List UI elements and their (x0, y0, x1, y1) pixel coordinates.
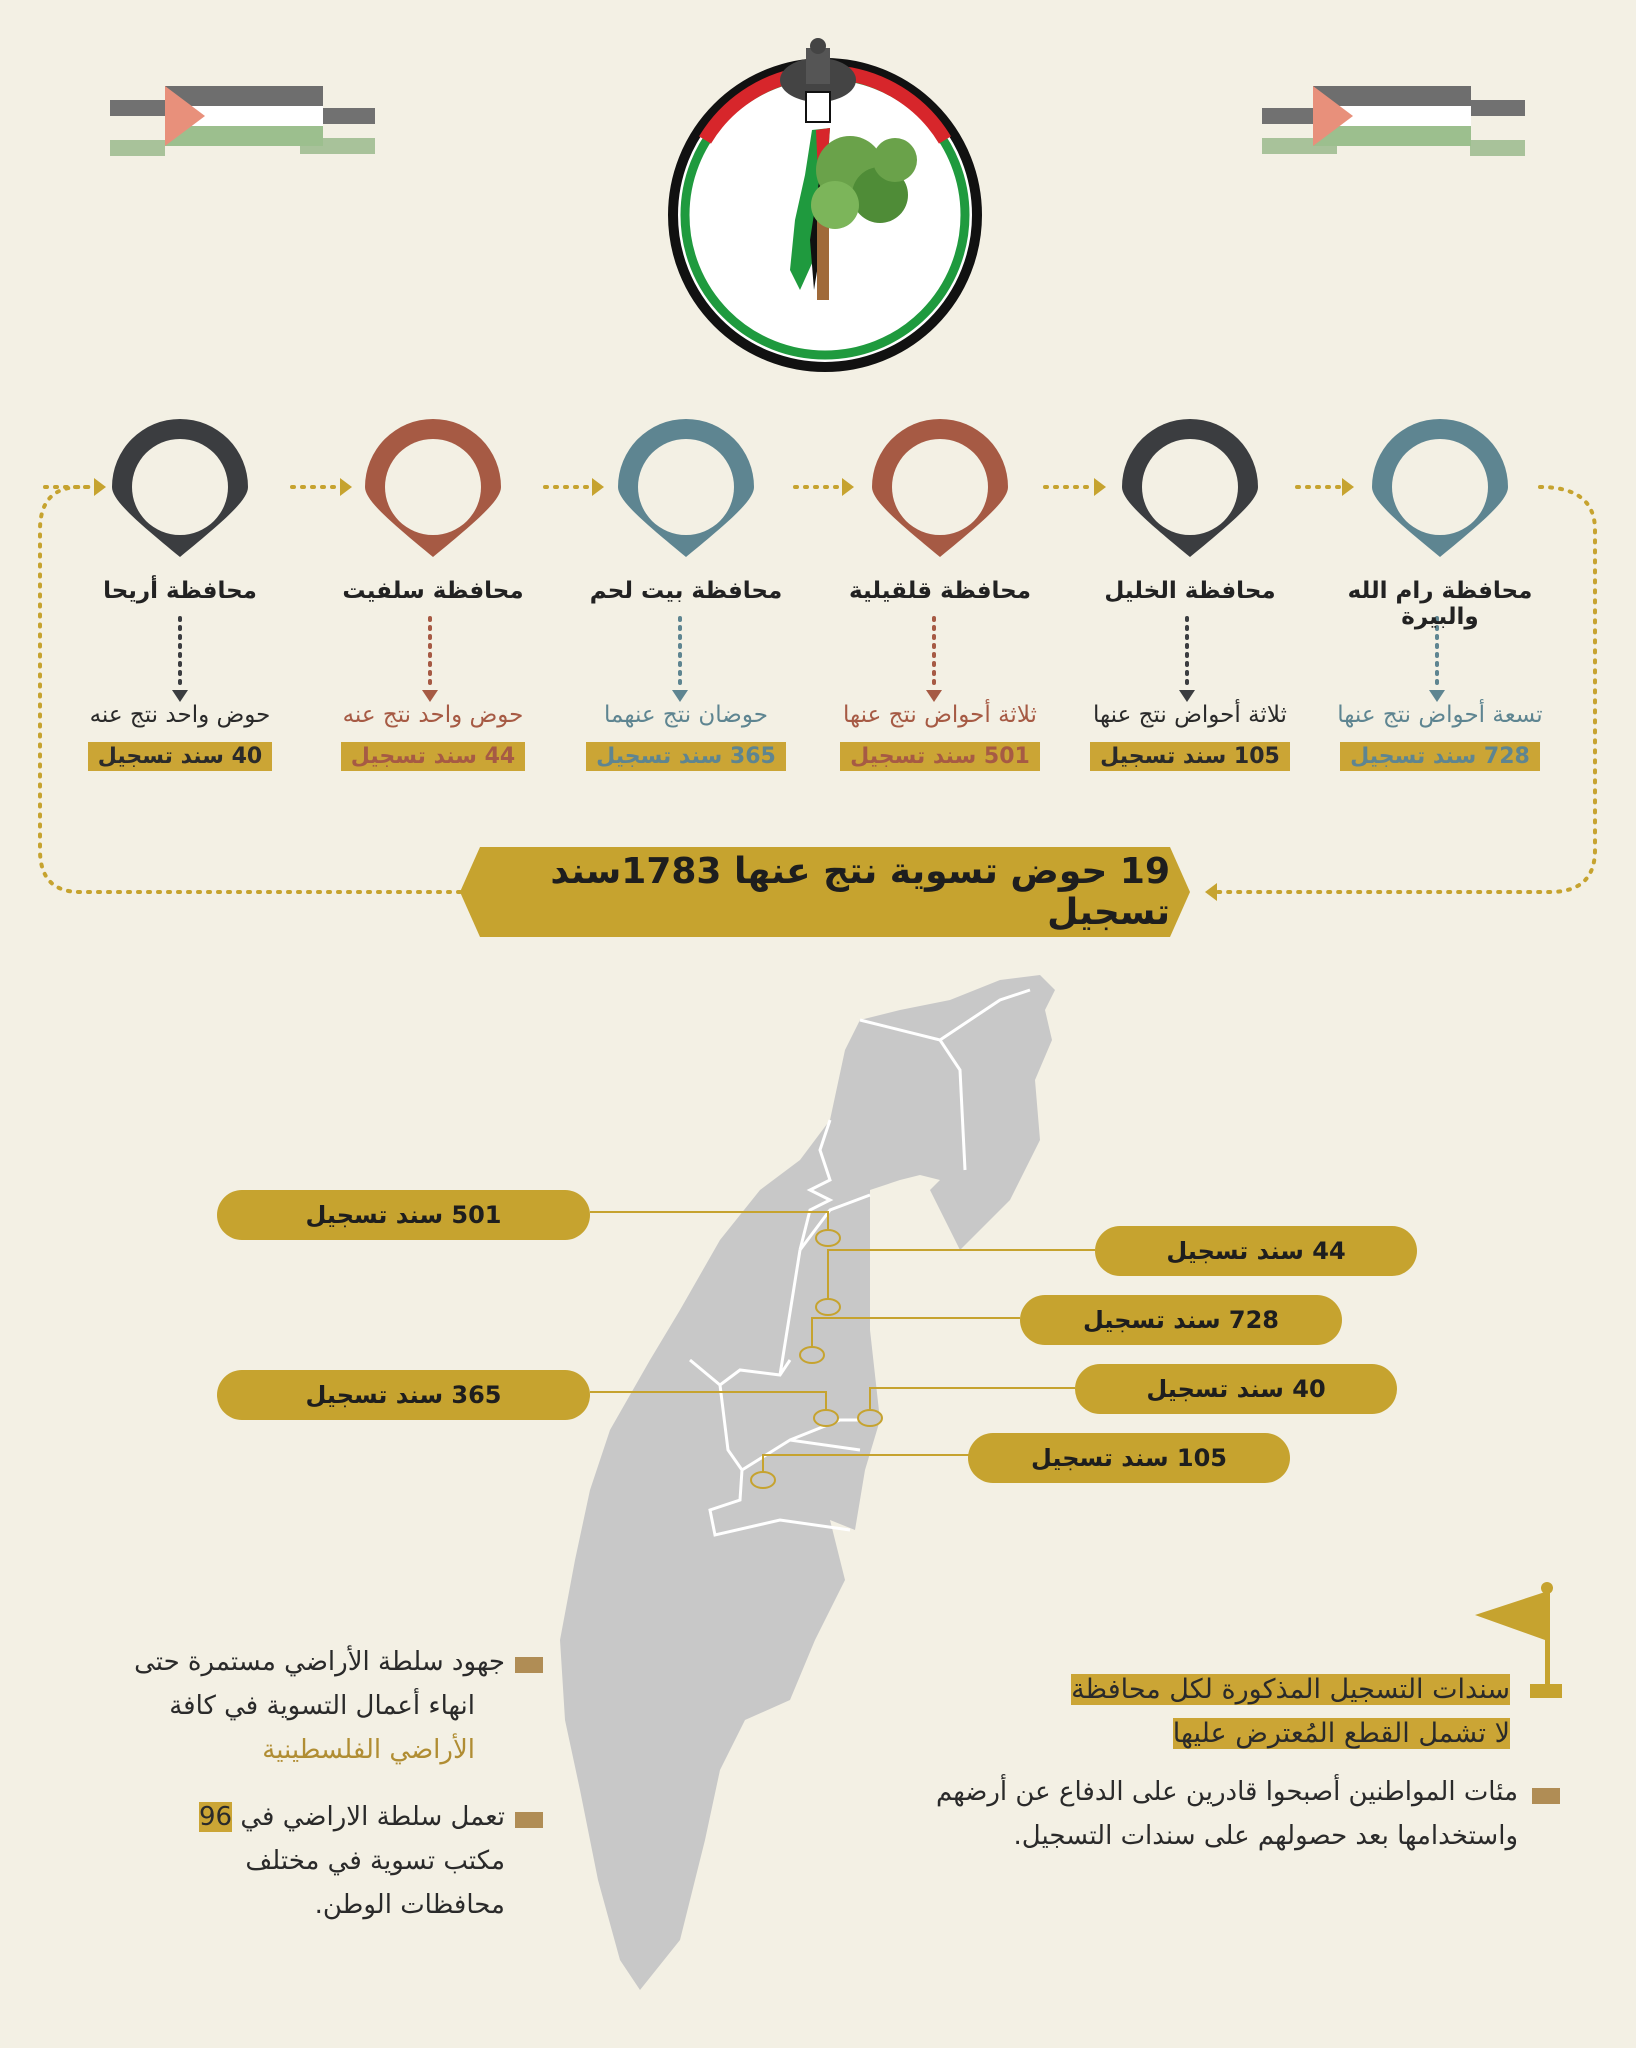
map-label-ramallah: 728 سند تسجيل (1020, 1295, 1342, 1345)
note-citizens: مئات المواطنين أصبحوا قادرين على الدفاع عن أرضهم واستخدامها بعد حصولهم على سندات التسجيل. (935, 1777, 1518, 1851)
pin-salfit (365, 419, 501, 557)
gov-hebron-count: 105 سند تسجيل (1060, 744, 1320, 769)
flag-ribbon-left (110, 86, 375, 156)
gov-jericho-count: 40 سند تسجيل (50, 744, 310, 769)
gov-hebron-desc: ثلاثة أحواض نتج عنها (1093, 702, 1287, 728)
note-bullet (1532, 1788, 1560, 1804)
gov-jericho-desc: حوض واحد نتج عنه (89, 702, 271, 728)
pin-connectors (40, 487, 1595, 892)
gov-ramallah-count: 728 سند تسجيل (1310, 744, 1570, 769)
pin-jericho (112, 419, 248, 557)
total-summary: 19 حوض تسوية نتج عنها 1783سند تسجيل (550, 851, 1170, 933)
note-disputed: سندات التسجيل المذكورة لكل محافظة لا تشمل القطع المُعترض عليها (1071, 1674, 1510, 1749)
gov-qalqilya-title: محافظة قلقيلية (849, 578, 1031, 604)
pin-hebron (1122, 419, 1258, 557)
gov-bethlehem-count: 365 سند تسجيل (556, 744, 816, 769)
map-label-salfit: 44 سند تسجيل (1095, 1226, 1417, 1276)
connector-arrowheads (94, 478, 1354, 901)
land-authority-logo (670, 38, 980, 370)
gov-bethlehem-desc: حوضان نتج عنهما (604, 702, 768, 728)
down-arrows (180, 618, 1437, 688)
gov-qalqilya-desc: ثلاثة أحواض نتج عنها (843, 702, 1037, 728)
map-label-hebron: 105 سند تسجيل (968, 1433, 1290, 1483)
gov-ramallah-desc: تسعة أحواض نتج عنها (1337, 702, 1543, 728)
gov-salfit-title: محافظة سلفيت (342, 578, 524, 604)
map-label-jericho: 40 سند تسجيل (1075, 1364, 1397, 1414)
gov-salfit-count: 44 سند تسجيل (303, 744, 563, 769)
note-offices: تعمل سلطة الاراضي في 96 مكتب تسوية في مختلف محافظات الوطن. (199, 1802, 505, 1920)
gov-salfit-desc: حوض واحد نتج عنه (342, 702, 524, 728)
flag-ribbon-right (1262, 86, 1525, 156)
pin-ramallah (1372, 419, 1508, 557)
gov-bethlehem-title: محافظة بيت لحم (589, 578, 783, 604)
note-bullet (515, 1657, 543, 1673)
pin-qalqilya (872, 419, 1008, 557)
pin-bethlehem (618, 419, 754, 557)
gov-hebron-title: محافظة الخليل (1104, 578, 1276, 604)
note-efforts: جهود سلطة الأراضي مستمرة حتى انهاء أعمال التسوية في كافة الأراضي الفلسطينية (134, 1647, 505, 1765)
map-label-bethlehem: 365 سند تسجيل (217, 1370, 590, 1420)
gov-jericho-title: محافظة أريحا (103, 578, 257, 604)
down-arrowheads (172, 690, 1445, 702)
map-label-qalqilya: 501 سند تسجيل (217, 1190, 590, 1240)
note-bullet (515, 1812, 543, 1828)
gov-ramallah-title: محافظة رام الله والبيرة (1347, 578, 1533, 630)
gov-qalqilya-count: 501 سند تسجيل (810, 744, 1070, 769)
